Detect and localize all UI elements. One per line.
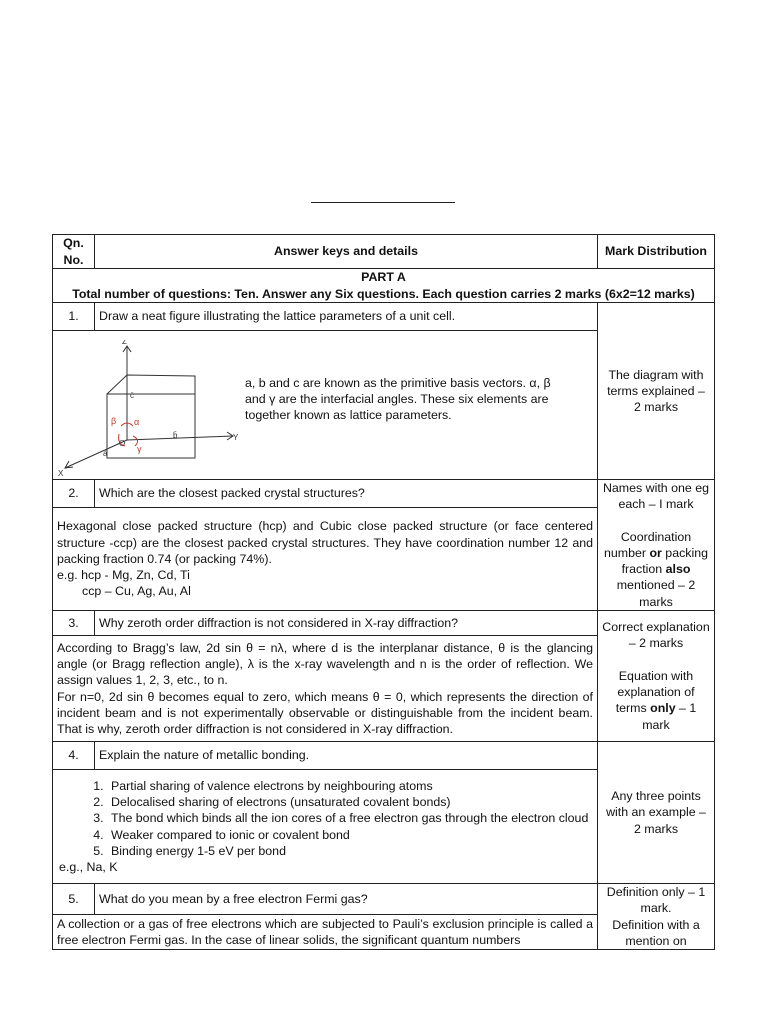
answer-paragraph: For n=0, 2d sin θ becomes equal to zero, which means θ = 0, which represents the direction of incident beam and is not experimentally observable or distinguishable from the incident beam. That is why, zeroth order diffraction is not considered in X-ray diffraction. bbox=[57, 689, 593, 737]
mark-distribution-2 bbox=[598, 480, 715, 611]
beta-label: β bbox=[111, 415, 117, 426]
mark-distribution-3 bbox=[598, 611, 715, 742]
answer-cell-1 bbox=[53, 331, 598, 480]
question-row-5 bbox=[53, 884, 715, 914]
question-number: 4. bbox=[53, 742, 95, 770]
header-mark-distribution: Mark Distribution bbox=[598, 235, 715, 269]
list-item: 4. Weaker compared to ionic or covalent bond bbox=[107, 827, 592, 843]
example-line: e.g., Na, K bbox=[59, 860, 118, 875]
answer-line: together known as lattice parameters. bbox=[245, 408, 452, 423]
header-answer-keys: Answer keys and details bbox=[95, 235, 598, 269]
mark-distribution-1: The diagram with terms explained – 2 marks bbox=[598, 303, 715, 480]
question-text: What do you mean by a free electron Fermi gas? bbox=[95, 884, 598, 914]
question-text: Draw a neat figure illustrating the lattice parameters of a unit cell. bbox=[95, 303, 598, 331]
x-axis-label: X bbox=[58, 468, 64, 478]
example-line: e.g. hcp - Mg, Zn, Cd, Ti bbox=[57, 568, 190, 583]
question-number: 5. bbox=[53, 884, 95, 914]
list-item: 1. Partial sharing of valence electrons by neighbouring atoms bbox=[107, 778, 592, 794]
title-underline bbox=[311, 202, 455, 203]
question-row-3 bbox=[53, 611, 715, 636]
answer-cell-3 bbox=[53, 636, 598, 742]
question-text: Which are the closest packed crystal structures? bbox=[95, 480, 598, 508]
answer-paragraph: According to Bragg’s law, 2d sin θ = nλ, where d is the interplanar distance, θ is the glancing angle (or Bragg reflection angle), λ is the x-ray wavelength and n is the order of reflection. We assign values 1, 2, 3, etc., to n. bbox=[57, 640, 593, 688]
answer-cell-2 bbox=[53, 508, 598, 611]
mark-text: Definition only – 1 mark. bbox=[606, 885, 706, 916]
mark-text: Definition with a mention on bbox=[612, 917, 700, 948]
part-a-cell bbox=[53, 269, 715, 303]
table-header-row bbox=[53, 235, 715, 269]
z-axis-label: Z bbox=[122, 339, 127, 346]
part-a-instructions: Total number of questions: Ten. Answer any Six questions. Each question carries 2 marks (6x2=12 marks) bbox=[72, 286, 695, 301]
vector-b-label: b̄ bbox=[173, 430, 178, 440]
y-axis-line bbox=[127, 436, 233, 440]
answer-cell-5: A collection or a gas of free electrons which are subjected to Pauli’s exclusion principle is called a free electron Fermi gas. In the case of linear solids, the significant quantum numbers bbox=[53, 914, 598, 950]
question-number: 1. bbox=[53, 303, 95, 331]
question-text: Why zeroth order diffraction is not considered in X-ray diffraction? bbox=[95, 611, 598, 636]
question-row-2 bbox=[53, 480, 715, 508]
answer-line: a, b and c are known as the primitive basis vectors. α, β bbox=[245, 375, 551, 390]
question-number: 2. bbox=[53, 480, 95, 508]
list-item: 2. Delocalised sharing of electrons (unsaturated covalent bonds) bbox=[107, 794, 592, 810]
mark-text: Equation with explanation of terms only – 1 mark bbox=[615, 668, 697, 732]
question-text: Explain the nature of metallic bonding. bbox=[95, 742, 598, 770]
alpha-label: α bbox=[134, 416, 140, 427]
mark-text: Coordination number or packing fraction also mentioned – 2 marks bbox=[603, 529, 709, 609]
answer-cell-4 bbox=[53, 770, 598, 884]
metallic-bonding-points bbox=[59, 778, 592, 859]
list-item: 3. The bond which binds all the ion cores of a free electron gas through the electron cloud bbox=[107, 810, 592, 826]
vector-c-label: c̄ bbox=[130, 390, 134, 400]
mark-text: Names with one eg each – I mark bbox=[602, 481, 710, 512]
answer-line: and γ are the interfacial angles. These six elements are bbox=[245, 391, 549, 406]
unit-cell-figure-wrap bbox=[53, 332, 597, 479]
example-line: ccp – Cu, Ag, Au, Al bbox=[82, 584, 191, 599]
question-row-1 bbox=[53, 303, 715, 331]
y-axis-label: Y bbox=[233, 432, 239, 442]
lattice-parameters-explanation bbox=[245, 375, 577, 424]
question-number: 3. bbox=[53, 611, 95, 636]
answer-key-table bbox=[52, 234, 715, 950]
mark-text: Correct explanation – 2 marks bbox=[602, 620, 710, 651]
part-a-row bbox=[53, 269, 715, 303]
answer-paragraph: Hexagonal close packed structure (hcp) and Cubic close packed structure (or face centered structure -ccp) are the closest packed crystal structures. They have coordination number 12 and packing fraction 0.74 (or packing 74%). bbox=[57, 519, 593, 566]
unit-cell-diagram bbox=[55, 340, 240, 478]
gamma-label: γ bbox=[137, 443, 142, 454]
mark-distribution-5 bbox=[598, 884, 715, 950]
header-qn-no: Qn. No. bbox=[53, 235, 95, 269]
list-item: 5. Binding energy 1-5 eV per bond bbox=[107, 843, 592, 859]
question-row-4 bbox=[53, 742, 715, 770]
x-axis-line bbox=[65, 440, 127, 468]
cube-front-face bbox=[107, 394, 195, 458]
mark-distribution-4: Any three points with an example – 2 marks bbox=[598, 742, 715, 884]
vector-a-label: ā bbox=[103, 448, 108, 458]
origin-label: O bbox=[119, 438, 126, 448]
part-a-title: PART A bbox=[361, 270, 406, 285]
